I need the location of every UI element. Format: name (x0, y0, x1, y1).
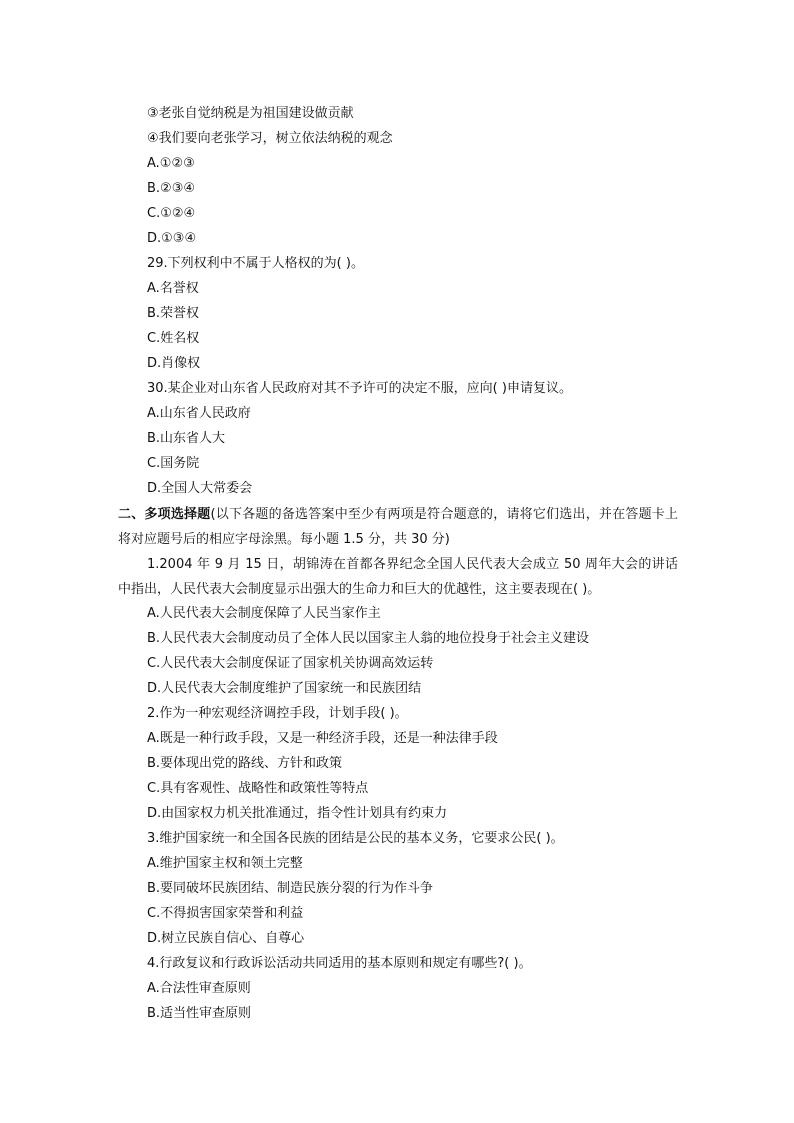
option-line: A.名誉权 (147, 281, 199, 296)
question-line: 2.作为一种宏观经济调控手段，计划手段( )。 (147, 706, 408, 721)
text-line: ③老张自觉纳税是为祖国建设做贡献 (147, 106, 354, 121)
option-line: C.具有客观性、战略性和政策性等特点 (147, 781, 369, 796)
option-line: D.由国家权力机关批准通过，指令性计划具有约束力 (147, 806, 448, 821)
option-line: C.不得损害国家荣誉和利益 (147, 906, 304, 921)
option-line: C.人民代表大会制度保证了国家机关协调高效运转 (147, 656, 434, 671)
option-line: B.人民代表大会制度动员了全体人民以国家主人翁的地位投身于社会主义建设 (147, 631, 590, 646)
option-line: B.②③④ (147, 181, 196, 196)
question-line: 3.维护国家统一和全国各民族的团结是公民的基本义务，它要求公民( )。 (147, 831, 564, 846)
option-line: D.全国人大常委会 (147, 481, 253, 496)
option-line: A.①②③ (147, 156, 195, 171)
option-line: D.树立民族自信心、自尊心 (147, 931, 305, 946)
option-line: B.荣誉权 (147, 306, 200, 321)
option-line: B.要体现出党的路线、方针和政策 (147, 756, 343, 771)
option-line: D.人民代表大会制度维护了国家统一和民族团结 (147, 681, 422, 696)
text-line: ④我们要向老张学习，树立依法纳税的观念 (147, 131, 393, 146)
question-line: 4.行政复议和行政诉讼活动共同适用的基本原则和规定有哪些?( )。 (147, 956, 532, 971)
section-instructions: (以下各题的备选答案中至少有两项是符合题意的，请将它们选出，并在答题卡上将对应题号后的相应字母涂黑。每小题 1.5 分，共 30 分) (118, 507, 678, 547)
section-header (118, 502, 678, 552)
question-paragraph: 1.2004 年 9 月 15 日，胡锦涛在首都各界纪念全国人民代表大会成立 50 周年大会的讲话中指出，人民代表大会制度显示出强大的生命力和巨大的优越性，这主要表现在( )。 (118, 557, 678, 597)
option-line: D.肖像权 (147, 356, 201, 371)
section-title: 二、多项选择题 (118, 507, 211, 522)
question-line: 30.某企业对山东省人民政府对其不予许可的决定不服，应向( )申请复议。 (147, 381, 572, 396)
option-line: B.山东省人大 (147, 431, 226, 446)
option-line: B.要同破坏民族团结、制造民族分裂的行为作斗争 (147, 881, 434, 896)
option-line: A.既是一种行政手段，又是一种经济手段，还是一种法律手段 (147, 731, 498, 746)
option-line: C.①②④ (147, 206, 196, 221)
option-line: A.合法性审查原则 (147, 981, 251, 996)
option-line: A.维护国家主权和领土完整 (147, 856, 303, 871)
option-line: A.山东省人民政府 (147, 406, 251, 421)
option-line: D.①③④ (147, 231, 197, 246)
option-line: C.国务院 (147, 456, 200, 471)
option-line: A.人民代表大会制度保障了人民当家作主 (147, 606, 381, 621)
option-line: B.适当性审查原则 (147, 1006, 252, 1021)
question-line: 29.下列权利中不属于人格权的为( )。 (147, 256, 364, 271)
option-line: C.姓名权 (147, 331, 200, 346)
